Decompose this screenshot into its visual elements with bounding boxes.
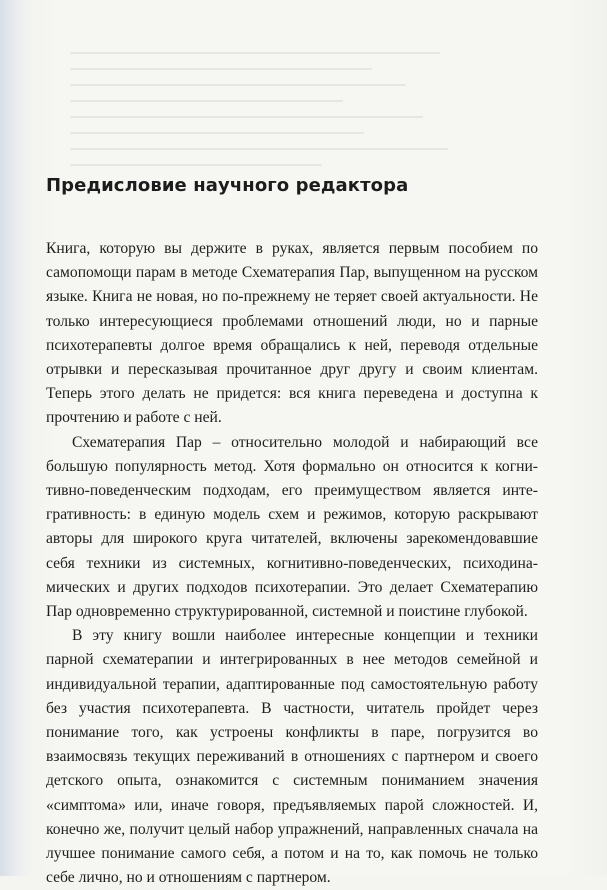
paragraph-3: В эту книгу вошли наиболее интересные концепции и техники парной схематерапии и интегрированных в нее методов семейной и индивидуальной терапии, адаптированные под самостоятельную работу без участия психотерапевта. В частности, читатель пройдет через понимание того, как устроены конфликты в паре, погрузится во взаимосвязь текущих переживаний в отношениях с партнером и своего детского опыта, ознакомится с системным пониманием значения «симптома» или, иначе говоря, предъявляемых парой сложностей. И, конечно же, получит целый набор упражнений, направленных сначала на лучшее понимание самого себя, а потом и на то, как помочь не только себе лично, но и отношениям с партнером. bbox=[46, 627, 538, 887]
paragraph-2: Схематерапия Пар – относительно молодой и набирающий все большую популярность метод. Хотя формально он относится к когнитивно-поведенческим подходам, его преимуществом является интегративность: в единую модель схем и режимов, которую раскрывают авторы для широкого круга читателей, включены зарекомендовавшие себя техники из системных, когнитивно-поведенческих, психодинамических и других подходов психотерапии. Это делает Схематерапию Пар одновременно структурированной, системной и поистине глубокой. bbox=[46, 433, 538, 621]
chapter-heading: Предисловие научного редактора bbox=[46, 175, 409, 196]
paragraph-1: Книга, которую вы держите в руках, является первым пособием по самопомощи парам в методе Схематерапия Пар, выпущенном на русском языке. Книга не новая, но по-прежнему не теряет своей актуальности. Не только интересующиеся проблемами отношений люди, но и парные психотерапевты долгое время обращались к ней, переводя отдельные отрывки и пересказывая прочитанное друг другу и своим клиентам. Теперь этого делать не придется: вся книга переведена и доступна к прочтению и работе с ней. bbox=[46, 240, 538, 427]
show-through-text bbox=[70, 52, 490, 172]
body-text bbox=[46, 237, 538, 890]
